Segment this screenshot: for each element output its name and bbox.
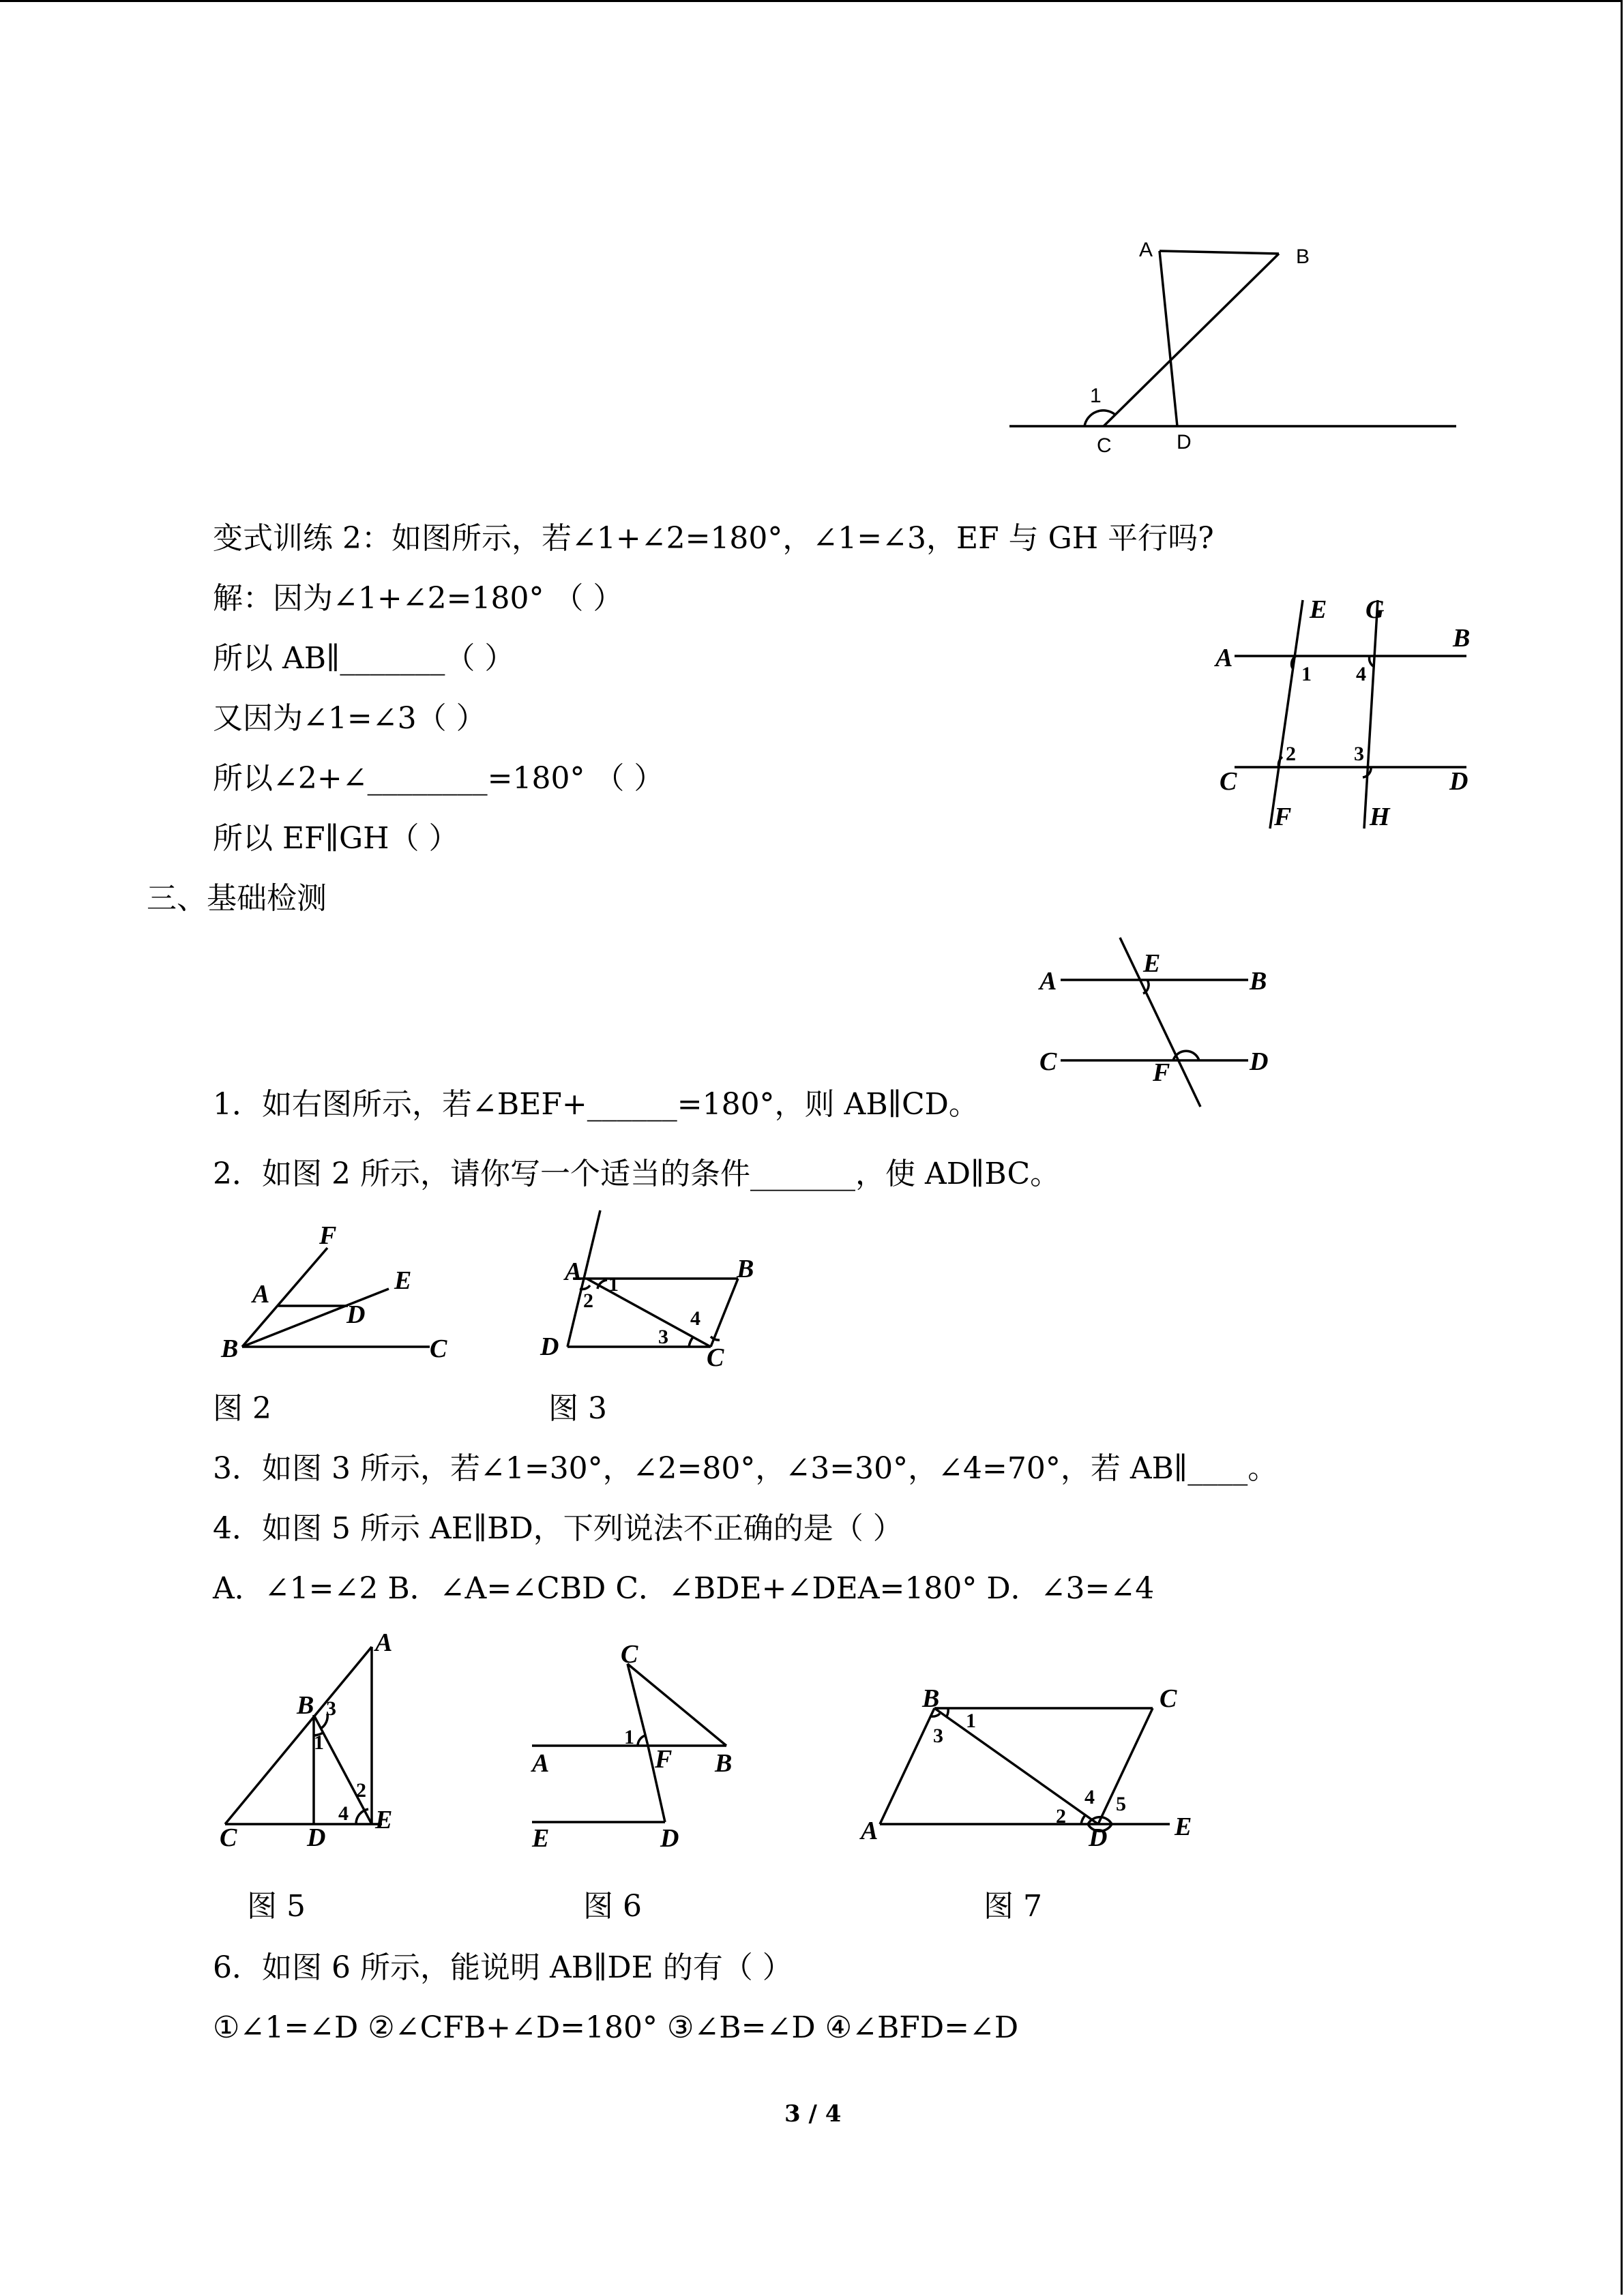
label-F: F <box>655 1745 673 1774</box>
question-1: 1．如右图所示，若∠BEF+______=180°，则 AB∥CD。 <box>213 1087 979 1122</box>
figure-2 <box>211 1214 457 1371</box>
label-angle-1: 1 <box>608 1273 619 1296</box>
variant2-step1: 解：因为∠1+∠2=180° （ ） <box>213 581 623 616</box>
label-H: H <box>1370 803 1390 831</box>
label-angle-2: 2 <box>1056 1805 1066 1828</box>
label-F: F <box>1274 803 1292 831</box>
label-angle-5: 5 <box>1116 1793 1126 1815</box>
label-angle-2: 2 <box>356 1779 366 1802</box>
label-C: C <box>220 1823 237 1852</box>
label-A: A <box>252 1280 270 1309</box>
label-angle-3: 3 <box>1354 743 1364 765</box>
variant2-question: 变式训练 2：如图所示，若∠1+∠2=180°，∠1=∠3，EF 与 GH 平行吗? <box>213 521 1214 556</box>
label-angle-4: 4 <box>1356 663 1366 685</box>
label-angle-3: 3 <box>933 1725 943 1747</box>
label-angle-3: 3 <box>326 1697 336 1720</box>
figure-5 <box>211 1628 409 1858</box>
label-A: A <box>565 1257 582 1286</box>
label-A: A <box>1139 239 1153 261</box>
label-B: B <box>221 1335 239 1363</box>
label-angle-1: 1 <box>1090 385 1102 407</box>
label-F: F <box>319 1221 337 1250</box>
question-6-options: ①∠1=∠D ②∠CFB+∠D=180° ③∠B=∠D ④∠BFD=∠D <box>213 2010 1019 2045</box>
caption-fig2: 图 2 <box>213 1391 271 1426</box>
question-4-options: A．∠1=∠2 B．∠A=∠CBD C．∠BDE+∠DEA=180° D．∠3=∠4 <box>213 1571 1155 1606</box>
figure-q1 <box>1030 931 1282 1115</box>
label-B: B <box>1453 624 1471 653</box>
caption-fig5: 图 5 <box>247 1889 306 1924</box>
label-D: D <box>1177 431 1192 453</box>
label-angle-4: 4 <box>338 1802 349 1825</box>
label-C: C <box>430 1335 447 1363</box>
label-C: C <box>1039 1047 1057 1076</box>
label-A: A <box>1039 967 1057 996</box>
label-B: B <box>1296 245 1310 268</box>
variant2-step3: 又因为∠1=∠3（ ） <box>213 701 486 736</box>
label-B: B <box>1250 967 1267 996</box>
question-2: 2．如图 2 所示，请你写一个适当的条件_______，使 AD∥BC。 <box>213 1157 1061 1191</box>
label-D: D <box>1089 1823 1108 1852</box>
label-angle-4: 4 <box>1084 1786 1095 1808</box>
figure-6 <box>525 1640 743 1855</box>
variant2-step2: 所以 AB∥_______（ ） <box>213 641 515 676</box>
label-E: E <box>375 1806 393 1834</box>
label-A: A <box>861 1817 879 1845</box>
caption-fig3: 图 3 <box>548 1391 607 1426</box>
question-3: 3．如图 3 所示，若∠1=30°，∠2=80°，∠3=30°，∠4=70°，若 AB∥____。 <box>213 1451 1278 1486</box>
figure-3 <box>532 1204 778 1372</box>
label-B: B <box>922 1684 940 1713</box>
label-F: F <box>1153 1058 1170 1087</box>
caption-fig7: 图 7 <box>984 1889 1042 1924</box>
label-A: A <box>532 1749 550 1778</box>
figure-efgh <box>1214 593 1487 839</box>
label-C: C <box>707 1343 724 1372</box>
label-angle-2: 2 <box>583 1289 593 1312</box>
label-D: D <box>1449 767 1468 796</box>
label-B: B <box>297 1691 314 1720</box>
label-A: A <box>1215 644 1233 672</box>
question-6: 6．如图 6 所示，能说明 AB∥DE 的有（ ） <box>213 1950 793 1985</box>
label-D: D <box>660 1824 679 1853</box>
label-angle-3: 3 <box>658 1326 668 1348</box>
figure-7 <box>859 1684 1200 1852</box>
question-4: 4．如图 5 所示 AE∥BD，下列说法不正确的是（ ） <box>213 1511 903 1546</box>
figure-top-triangle <box>1003 232 1466 464</box>
variant2-step5: 所以 EF∥GH（ ） <box>213 821 459 856</box>
label-E: E <box>394 1266 412 1295</box>
label-C: C <box>621 1640 638 1669</box>
page-number: 3 / 4 <box>784 2100 842 2128</box>
label-B: B <box>715 1749 733 1778</box>
label-E: E <box>1175 1813 1192 1841</box>
section3-title: 三、基础检测 <box>147 881 327 916</box>
caption-fig6: 图 6 <box>583 1889 642 1924</box>
variant2-step4: 所以∠2+∠________=180° （ ） <box>213 761 664 796</box>
label-angle-1: 1 <box>966 1710 976 1732</box>
label-angle-4: 4 <box>690 1307 700 1330</box>
label-G: G <box>1365 595 1385 624</box>
label-C: C <box>1097 434 1112 457</box>
label-B: B <box>737 1255 754 1283</box>
label-C: C <box>1160 1684 1177 1713</box>
label-D: D <box>346 1300 366 1329</box>
label-A: A <box>375 1628 393 1657</box>
label-angle-1: 1 <box>624 1726 634 1748</box>
label-angle-1: 1 <box>1301 663 1312 685</box>
label-E: E <box>532 1824 550 1853</box>
label-angle-1: 1 <box>314 1731 324 1754</box>
label-D: D <box>1250 1047 1269 1076</box>
label-C: C <box>1220 767 1237 796</box>
label-E: E <box>1310 595 1327 624</box>
label-D: D <box>307 1823 326 1852</box>
label-angle-2: 2 <box>1286 743 1296 765</box>
label-D: D <box>540 1332 559 1361</box>
label-E: E <box>1143 949 1161 978</box>
